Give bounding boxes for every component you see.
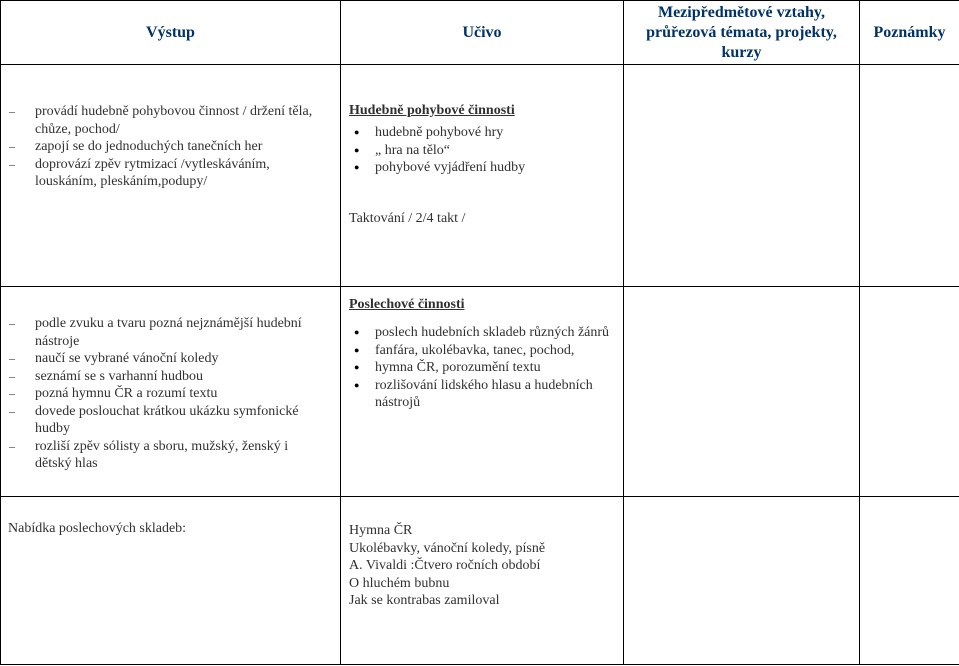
list-item: – rozliší zpěv sólisty a sboru, mužský, ženský i dětský hlas [1, 438, 322, 473]
row3-items-cell [341, 497, 624, 665]
header-ucivo: Učivo [341, 1, 624, 65]
list-item: Hymna ČR [349, 523, 413, 538]
list-item: O hluchém bubnu [349, 575, 450, 591]
list-item: A. Vivaldi :Čtvero ročních období [349, 558, 541, 573]
row2-topic-cell [341, 287, 624, 497]
list-item: – pozná hymnu ČR a rozumí textu [1, 385, 322, 403]
list-item: – dovede poslouchat krátkou ukázku symfonické hudby [1, 403, 322, 438]
list-item: – naučí se vybrané vánoční koledy [1, 350, 322, 368]
list-item: Ukolébavky, vánoční koledy, písně [349, 540, 546, 556]
table-row [1, 497, 959, 665]
list-item: Jak se kontrabas zamiloval [349, 593, 500, 608]
row3-crosscurr-cell [624, 497, 860, 665]
row1-outputs-cell [1, 65, 341, 287]
table-row [1, 65, 959, 287]
row2-topic-list [341, 324, 623, 412]
row1-crosscurr-cell [624, 65, 860, 287]
topic-heading: Hudebně pohybové činnosti [349, 103, 515, 118]
header-vystup: Výstup [1, 1, 341, 65]
listening-list [349, 522, 623, 610]
list-item: ● fanfára, ukolébavka, tanec, pochod, [341, 342, 611, 360]
list-item: ● pohybové vyjádření hudby [341, 159, 623, 177]
list-item: – seznámí se s varhanní hudbou [1, 368, 322, 386]
row1-topic-list [341, 124, 623, 177]
list-item: ● hudebně pohybové hry [341, 124, 623, 142]
header-row [1, 1, 959, 65]
takt-text: Taktování / 2/4 takt / [349, 210, 466, 226]
list-item: ● poslech hudebních skladeb různých žánrů [341, 324, 611, 342]
header-mezipredmetove: Mezipředmětové vztahy, průřezová témata, projekty, kurzy [624, 1, 860, 65]
list-item: – doprovází zpěv rytmizací /vytleskáváním, louskáním, pleskáním,podupy/ [1, 156, 340, 191]
header-poznamky: Poznámky [860, 1, 959, 65]
row1-outputs-list [1, 103, 340, 191]
list-item: ● hymna ČR, porozumění textu [341, 359, 611, 377]
row2-notes-cell [860, 287, 959, 497]
row2-crosscurr-cell [624, 287, 860, 497]
row1-notes-cell [860, 65, 959, 287]
list-item: ● „ hra na tělo“ [341, 142, 623, 160]
row2-outputs-cell [1, 287, 341, 497]
topic-heading: Poslechové činnosti [349, 297, 465, 312]
list-item: – podle zvuku a tvaru pozná nejznámější hudební nástroje [1, 315, 322, 350]
row2-outputs-list [1, 315, 340, 473]
row1-topic-cell [341, 65, 624, 287]
list-item: ● rozlišování lidského hlasu a hudebních nástrojů [341, 377, 611, 412]
row3-label-cell [1, 497, 341, 665]
list-item: – zapojí se do jednoduchých tanečních her [1, 138, 340, 156]
listening-label: Nabídka poslechových skladeb: [8, 521, 187, 536]
table-row [1, 287, 959, 497]
row3-notes-cell [860, 497, 959, 665]
list-item: – provádí hudebně pohybovou činnost / držení těla, chůze, pochod/ [1, 103, 340, 138]
